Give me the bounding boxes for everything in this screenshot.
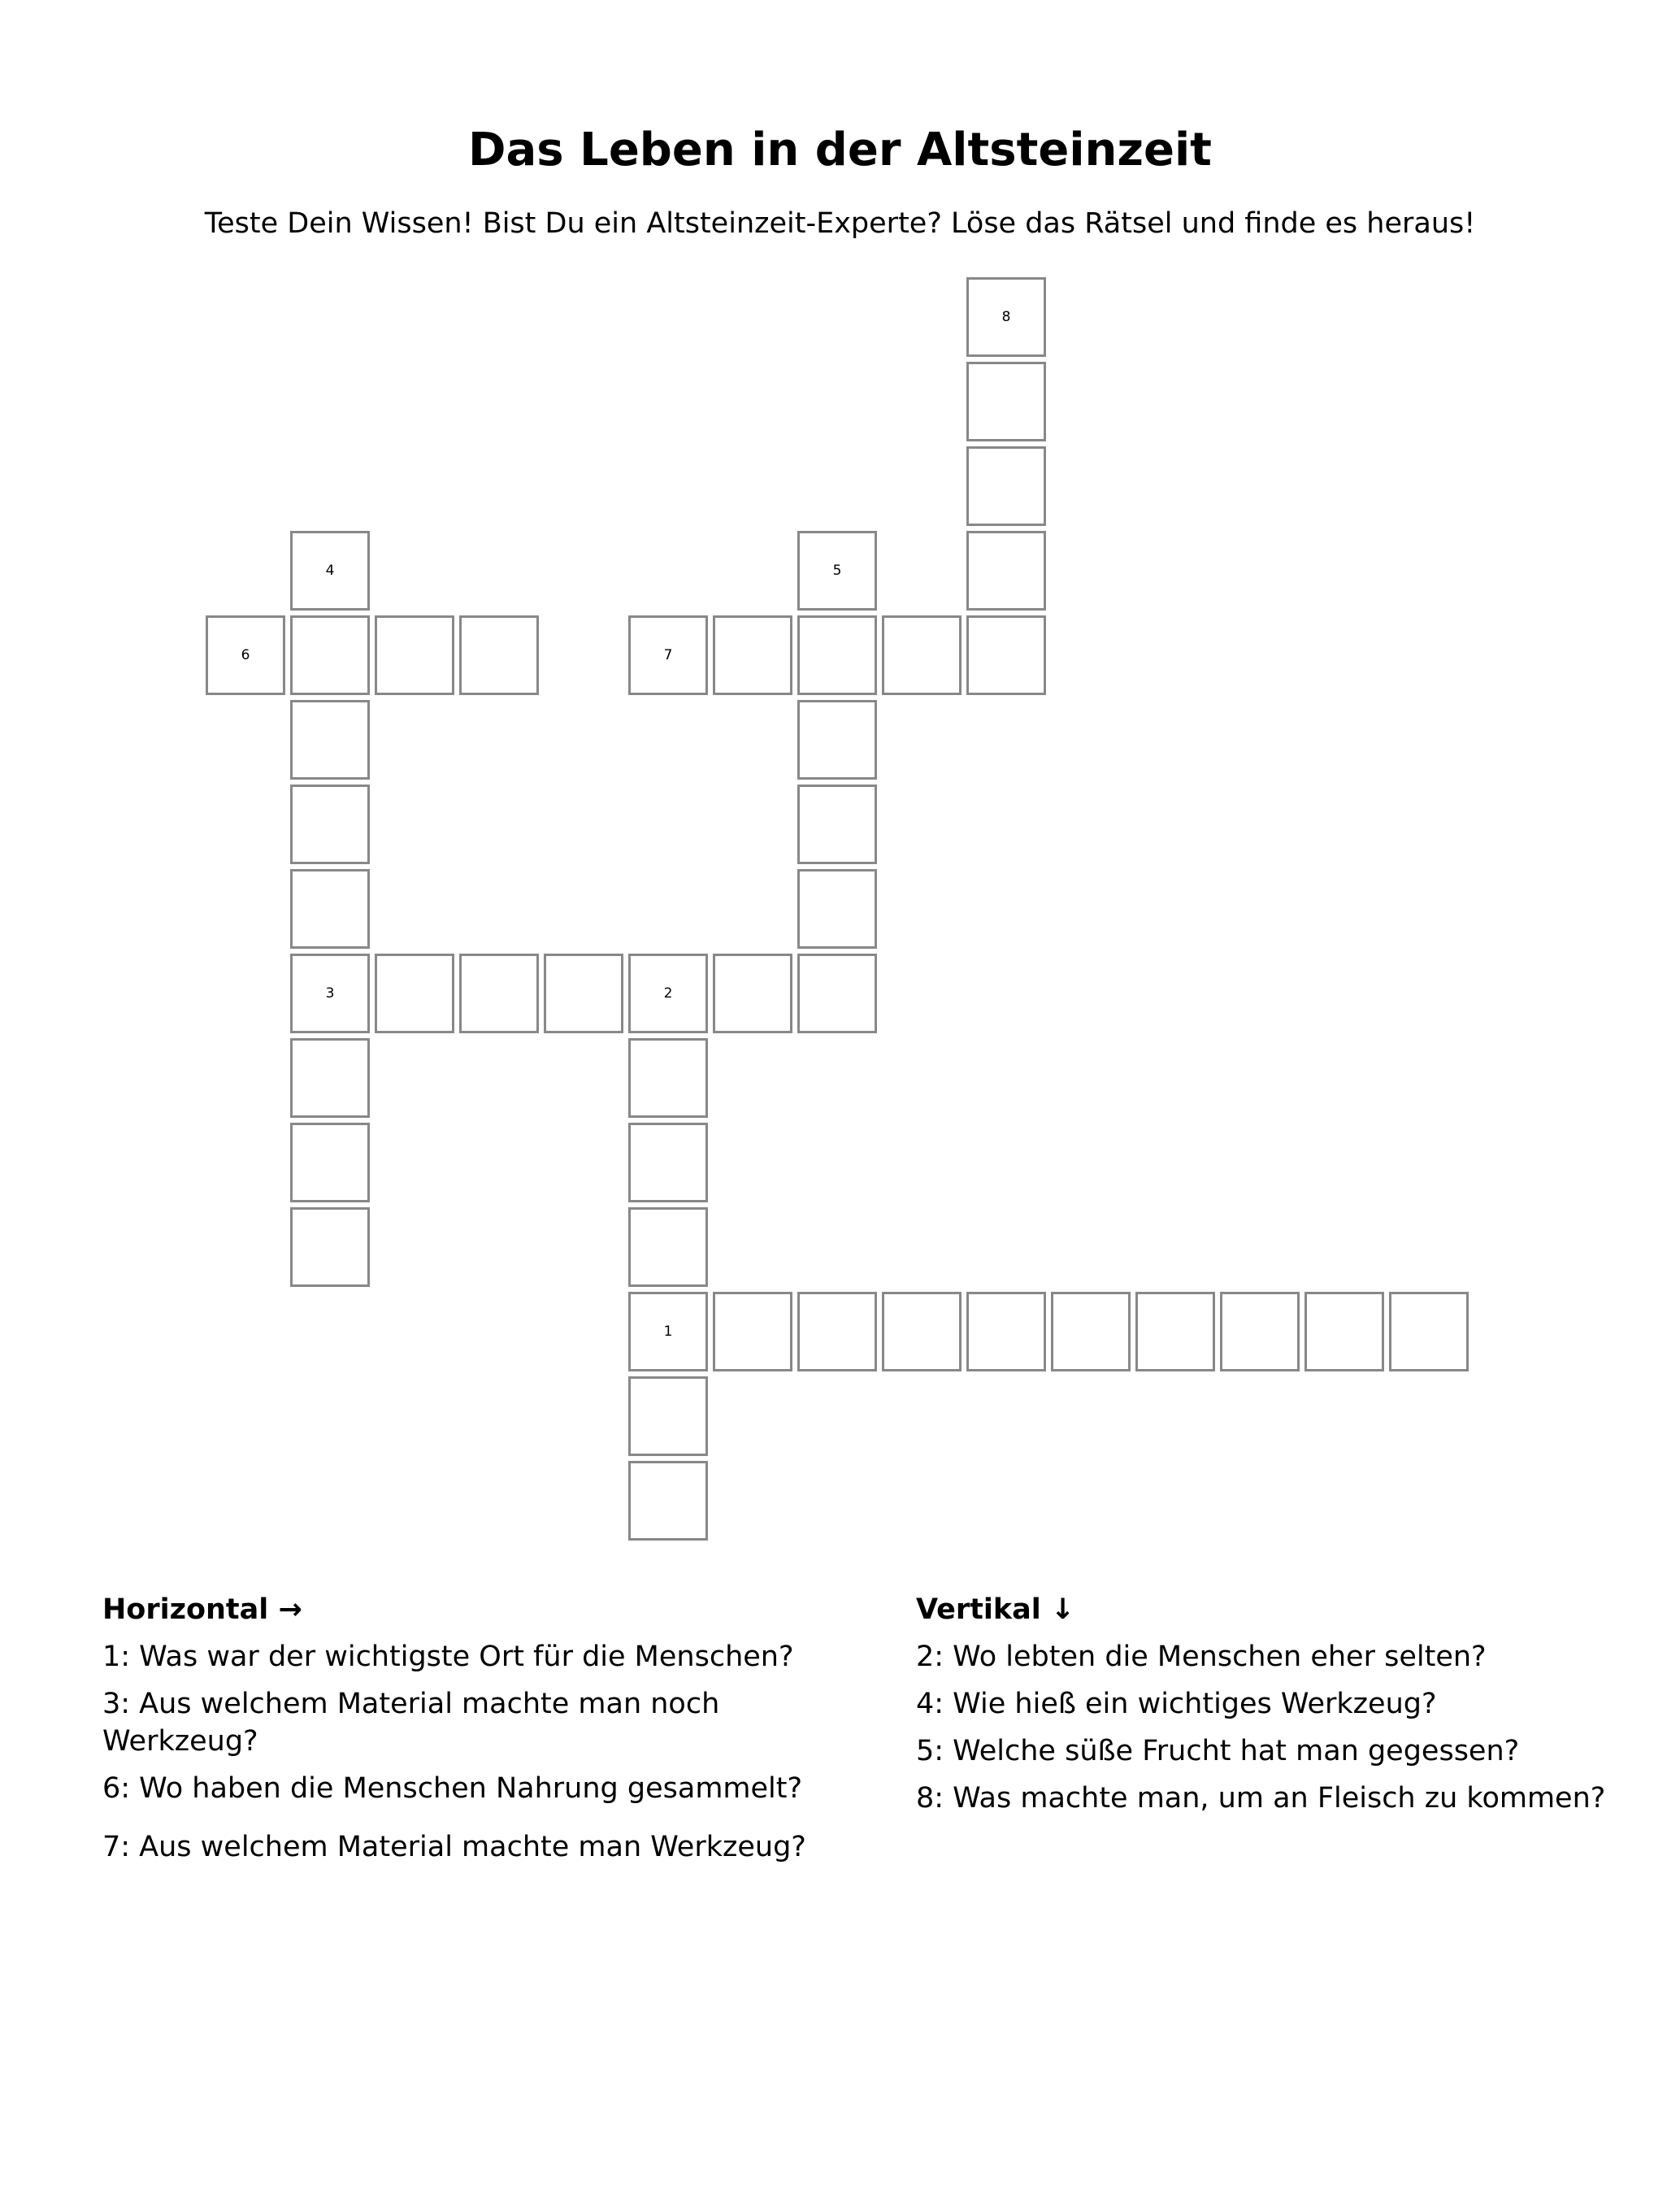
crossword-cell[interactable] bbox=[966, 1292, 1046, 1371]
crossword-cell[interactable] bbox=[290, 785, 370, 864]
crossword-cell[interactable] bbox=[628, 615, 708, 695]
crossword-cell[interactable] bbox=[290, 531, 370, 611]
crossword-cell[interactable] bbox=[1389, 1292, 1469, 1371]
crossword-cell[interactable] bbox=[966, 362, 1046, 441]
crossword-cell[interactable] bbox=[797, 700, 877, 780]
crossword-cell[interactable] bbox=[206, 615, 285, 695]
clue-number: 8 bbox=[1001, 309, 1011, 325]
crossword-cell[interactable] bbox=[290, 700, 370, 780]
clue-item: 4: Wie hieß ein wichtiges Werkzeug? bbox=[916, 1688, 1437, 1720]
crossword-cell[interactable] bbox=[375, 615, 454, 695]
crossword-cell[interactable] bbox=[797, 869, 877, 949]
crossword-cell[interactable] bbox=[628, 954, 708, 1033]
crossword-cell[interactable] bbox=[797, 615, 877, 695]
clue-item: 2: Wo lebten die Menschen eher selten? bbox=[916, 1641, 1487, 1673]
crossword-cell[interactable] bbox=[544, 954, 623, 1033]
crossword-cell[interactable] bbox=[290, 615, 370, 695]
crossword-cell[interactable] bbox=[713, 615, 792, 695]
clues-horizontal bbox=[102, 1589, 883, 1876]
crossword-cell[interactable] bbox=[882, 615, 962, 695]
clue-item: 8: Was machte man, um an Fleisch zu kommen? bbox=[916, 1782, 1606, 1815]
clues-horizontal-heading: Horizontal → bbox=[102, 1593, 302, 1626]
clue-number: 7 bbox=[663, 647, 673, 663]
crossword-cell[interactable] bbox=[797, 1292, 877, 1371]
crossword-cell[interactable] bbox=[628, 1376, 708, 1456]
crossword-cell[interactable] bbox=[713, 954, 792, 1033]
crossword-cell[interactable] bbox=[882, 1292, 962, 1371]
page-title: Das Leben in der Altsteinzeit bbox=[468, 124, 1212, 176]
crossword-cell[interactable] bbox=[797, 785, 877, 864]
crossword-cell[interactable] bbox=[966, 615, 1046, 695]
clue-number: 3 bbox=[325, 985, 335, 1002]
crossword-cell[interactable] bbox=[628, 1292, 708, 1371]
clue-item: 5: Welche süße Frucht hat man gegessen? bbox=[916, 1735, 1520, 1767]
crossword-cell[interactable] bbox=[290, 1123, 370, 1202]
clue-number: 6 bbox=[241, 647, 250, 663]
clues-vertical-heading: Vertikal ↓ bbox=[916, 1593, 1075, 1626]
crossword-cell[interactable] bbox=[628, 1038, 708, 1118]
crossword-cell[interactable] bbox=[1051, 1292, 1131, 1371]
crossword-cell[interactable] bbox=[797, 531, 877, 611]
clue-item: 7: Aus welchem Material machte man Werkzeug? bbox=[102, 1831, 806, 1863]
crossword-cell[interactable] bbox=[459, 954, 539, 1033]
crossword-cell[interactable] bbox=[1135, 1292, 1215, 1371]
clues-vertical bbox=[916, 1589, 1615, 1827]
clue-number: 2 bbox=[663, 985, 673, 1002]
crossword-cell[interactable] bbox=[966, 277, 1046, 357]
clue-number: 1 bbox=[663, 1324, 673, 1340]
crossword-cell[interactable] bbox=[1220, 1292, 1300, 1371]
clue-number: 4 bbox=[325, 563, 335, 579]
crossword-cell[interactable] bbox=[290, 1207, 370, 1287]
crossword-cell[interactable] bbox=[290, 1038, 370, 1118]
crossword-cell[interactable] bbox=[966, 531, 1046, 611]
clue-item: 6: Wo haben die Menschen Nahrung gesammelt? bbox=[102, 1772, 803, 1805]
crossword-cell[interactable] bbox=[628, 1123, 708, 1202]
crossword-cell[interactable] bbox=[628, 1461, 708, 1541]
crossword-cell[interactable] bbox=[797, 954, 877, 1033]
crossword-cell[interactable] bbox=[459, 615, 539, 695]
crossword-cell[interactable] bbox=[628, 1207, 708, 1287]
page-subtitle: Teste Dein Wissen! Bist Du ein Altsteinzeit-Experte? Löse das Rätsel und finde es heraus! bbox=[204, 207, 1476, 240]
crossword-cell[interactable] bbox=[290, 869, 370, 949]
crossword-cell[interactable] bbox=[375, 954, 454, 1033]
crossword-cell[interactable] bbox=[713, 1292, 792, 1371]
crossword-cell[interactable] bbox=[966, 446, 1046, 526]
crossword-cell[interactable] bbox=[1304, 1292, 1384, 1371]
clue-item: 1: Was war der wichtigste Ort für die Menschen? bbox=[102, 1641, 794, 1673]
clue-item: 3: Aus welchem Material machte man noch Werkzeug? bbox=[102, 1688, 720, 1758]
clue-number: 5 bbox=[832, 563, 842, 579]
crossword-cell[interactable] bbox=[290, 954, 370, 1033]
